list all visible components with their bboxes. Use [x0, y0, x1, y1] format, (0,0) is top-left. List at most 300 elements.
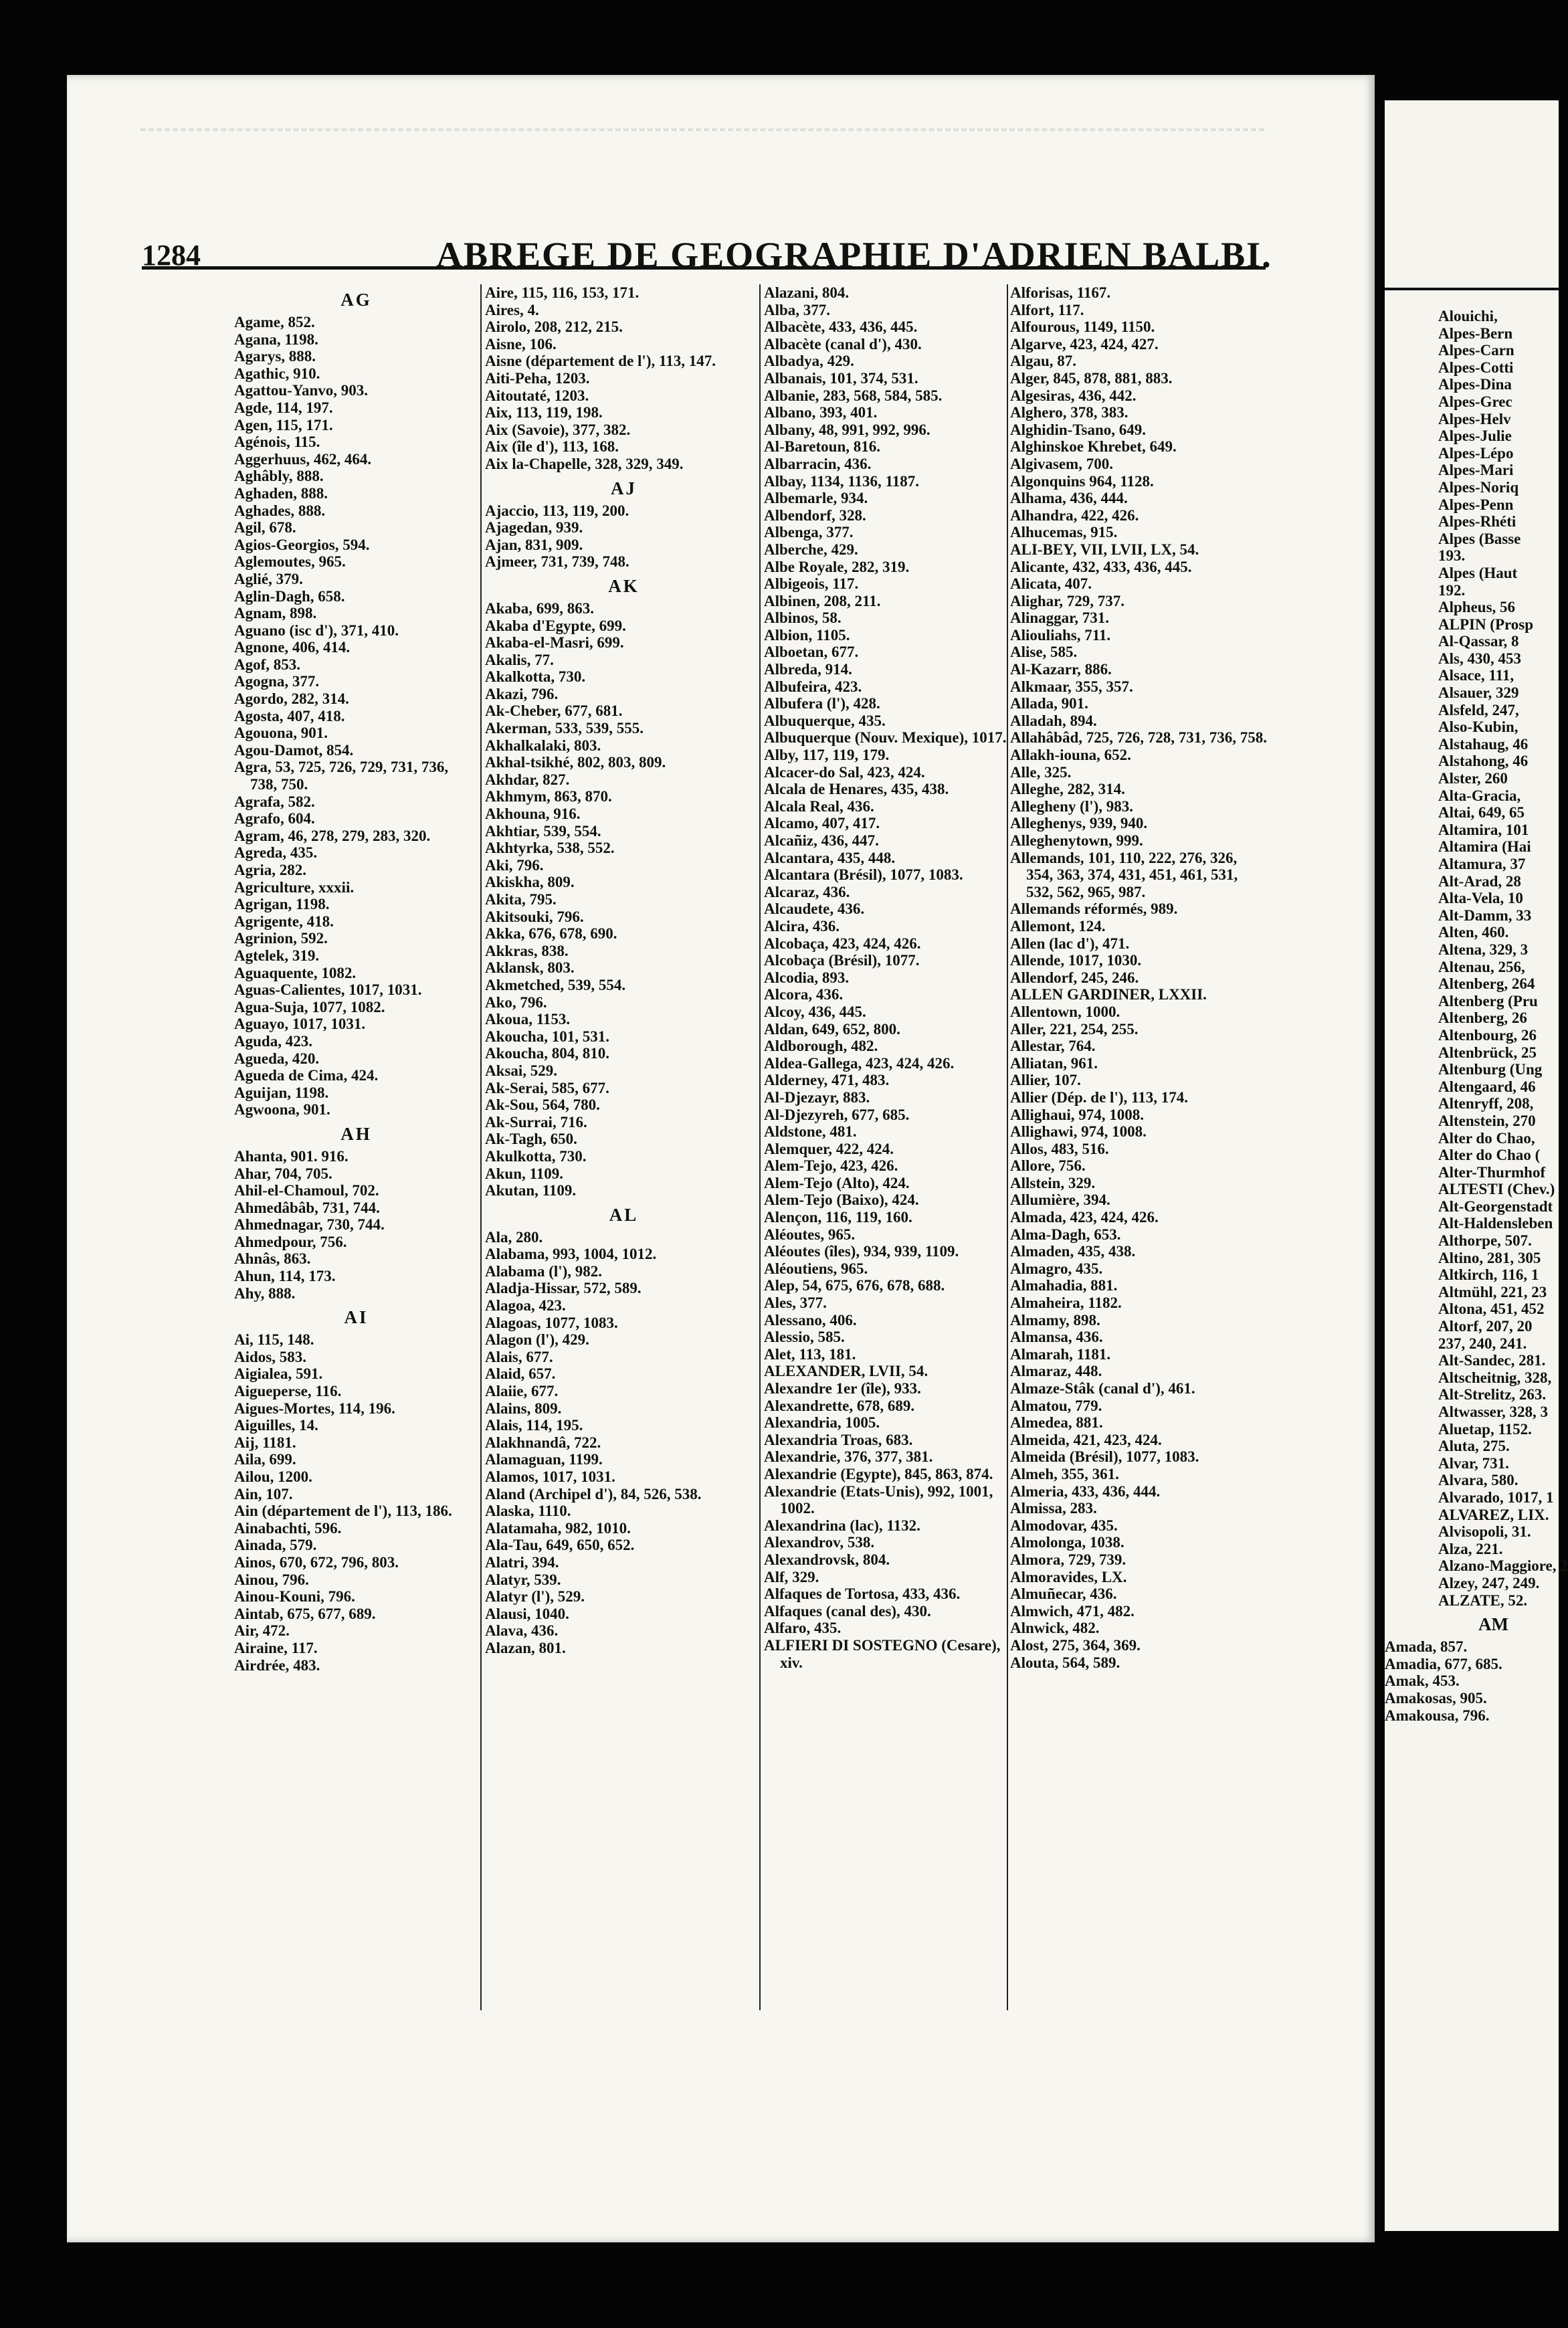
index-entry: Alpes-Noriq — [1438, 478, 1519, 496]
index-entry: Al-Kazarr, 886. — [1010, 661, 1112, 678]
index-entry: Alta-Gracia, — [1438, 787, 1521, 804]
index-entry: Aléoutiens, 965. — [764, 1260, 868, 1277]
index-entry: Ak-Tagh, 650. — [485, 1131, 577, 1148]
index-entry: Aki, 796. — [485, 856, 544, 874]
index-entry: Alby, 117, 119, 179. — [764, 747, 890, 764]
index-entry: Agénois, 115. — [234, 433, 320, 451]
index-entry: Agrinion, 592. — [234, 930, 328, 947]
index-entry: Alpes-Julie — [1438, 427, 1512, 445]
index-entry: Agria, 282. — [234, 862, 306, 878]
index-entry: Also-Kubin, — [1438, 718, 1518, 736]
index-entry: Ainou, 796. — [234, 1571, 309, 1588]
index-entry: Allendorf, 245, 246. — [1010, 969, 1139, 986]
index-entry: Altino, 281, 305 — [1438, 1249, 1541, 1266]
index-entry: Alabama, 993, 1004, 1012. — [485, 1246, 657, 1263]
index-entry: Allahâbâd, 725, 726, 728, 731, 736, 758. — [1010, 729, 1268, 747]
index-entry: Aléoutes (îles), 934, 939, 1109. — [764, 1243, 959, 1260]
index-entry: Almansa, 436. — [1010, 1329, 1103, 1346]
index-entry: Almeida, 421, 423, 424. — [1010, 1431, 1162, 1448]
index-entry: Ahil-el-Chamoul, 702. — [234, 1182, 379, 1199]
index-entry: Aglin-Dagh, 658. — [234, 587, 345, 605]
index-entry: Amadia, 677, 685. — [1385, 1655, 1502, 1672]
index-entry: Alstahong, 46 — [1438, 753, 1529, 770]
index-entry: Albuquerque (Nouv. Mexique), 1017. — [764, 729, 1007, 747]
index-entry: 193. — [1438, 547, 1466, 565]
index-entry: Al-Djezayr, 883. — [764, 1088, 870, 1106]
index-entry: Almodovar, 435. — [1010, 1517, 1118, 1534]
index-entry: Agde, 114, 197. — [234, 399, 333, 416]
index-entry: Aix, 113, 119, 198. — [485, 404, 603, 421]
index-entry: Akoucha, 804, 810. — [485, 1045, 609, 1062]
column-divider — [480, 284, 482, 2010]
index-entry: Alcodia, 893. — [764, 969, 850, 986]
index-entry: Alpes-Cotti — [1438, 359, 1514, 376]
index-entry: Alza, 221. — [1438, 1540, 1503, 1557]
index-entry: Almeida (Brésil), 1077, 1083. — [1010, 1448, 1199, 1466]
index-entry: Ainou-Kouni, 796. — [234, 1588, 355, 1606]
index-entry: Alinaggar, 731. — [1010, 609, 1110, 627]
index-entry: Alatyr, 539. — [485, 1571, 561, 1588]
index-entry: Amakosas, 905. — [1385, 1689, 1487, 1707]
index-entry: 237, 240, 241. — [1438, 1335, 1527, 1352]
index-entry: Aguayo, 1017, 1031. — [234, 1015, 366, 1033]
index-entry: Alpes-Lépo — [1438, 444, 1514, 462]
index-entry: Altkirch, 116, 1 — [1438, 1266, 1539, 1284]
index-entry: Ak-Cheber, 677, 681. — [485, 702, 623, 720]
index-entry: Altengaard, 46 — [1438, 1078, 1536, 1095]
index-entry: Aix (Savoie), 377, 382. — [485, 421, 631, 438]
index-entry: Akmetched, 539, 554. — [485, 976, 626, 993]
index-entry: Agou-Damot, 854. — [234, 741, 354, 759]
index-entry: Allier, 107. — [1010, 1072, 1081, 1089]
index-entry: Almagro, 435. — [1010, 1260, 1103, 1277]
index-entry: Aisne (département de l'), 113, 147. — [485, 353, 716, 370]
index-entry: Allemands, 101, 110, 222, 276, 326, 354, 363, 374, 431, 451, 461, 531, 532, 562, 965, 987. — [1010, 849, 1238, 900]
section-heading: AG — [340, 290, 372, 310]
index-entry: Agtelek, 319. — [234, 947, 320, 964]
index-entry: Ako, 796. — [485, 993, 547, 1011]
index-entry: Alberche, 429. — [764, 541, 858, 558]
index-entry: Altamura, 37 — [1438, 856, 1526, 872]
index-entry: Alençon, 116, 119, 160. — [764, 1209, 912, 1226]
index-entry: Alem-Tejo, 423, 426. — [764, 1157, 898, 1175]
index-entry: Akitsouki, 796. — [485, 908, 584, 925]
index-entry: Aland (Archipel d'), 84, 526, 538. — [485, 1485, 702, 1502]
page-title: ABREGE DE GEOGRAPHIE D'ADRIEN BALBI. — [436, 235, 1272, 275]
index-entry: Alvisopoli, 31. — [1438, 1523, 1531, 1541]
column-divider — [1007, 284, 1008, 2010]
index-entry: Alcobaça (Brésil), 1077. — [764, 952, 920, 969]
index-entry: Alabama (l'), 982. — [485, 1262, 603, 1280]
index-entry: Albarracin, 436. — [764, 455, 872, 472]
index-entry: Alten, 460. — [1438, 924, 1509, 941]
index-entry: Akhal-tsikhé, 802, 803, 809. — [485, 754, 666, 771]
index-entry: Alhandra, 422, 426. — [1010, 506, 1139, 524]
index-entry: Airolo, 208, 212, 215. — [485, 318, 623, 336]
index-entry: Akhmym, 863, 870. — [485, 788, 612, 805]
index-column-4 — [1010, 284, 1268, 2010]
index-entry: Alouta, 564, 589. — [1010, 1654, 1120, 1671]
index-entry: Alcaudete, 436. — [764, 900, 865, 918]
index-entry: Allen (lac d'), 471. — [1010, 935, 1130, 952]
index-entry: Alem-Tejo (Alto), 424. — [764, 1174, 910, 1191]
index-entry: Alhucemas, 915. — [1010, 524, 1118, 541]
index-entry: Alkmaar, 355, 357. — [1010, 678, 1133, 695]
index-entry: Alexandria, 1005. — [764, 1414, 880, 1432]
index-entry: Aluta, 275. — [1438, 1438, 1510, 1455]
index-entry: Aghâbly, 888. — [234, 468, 324, 485]
index-entry: Alexandrie (Etats-Unis), 992, 1001, 1002. — [764, 1482, 993, 1517]
index-entry: Alzey, 247, 249. — [1438, 1574, 1540, 1591]
index-entry: Agame, 852. — [234, 314, 315, 330]
index-entry: Alexandrina (lac), 1132. — [764, 1517, 920, 1534]
index-entry: Agnone, 406, 414. — [234, 639, 351, 656]
index-entry: Agordo, 282, 314. — [234, 690, 349, 708]
index-entry: Allighawi, 974, 1008. — [1010, 1123, 1147, 1141]
index-entry: Allumière, 394. — [1010, 1191, 1110, 1209]
index-entry: Algonquins 964, 1128. — [1010, 472, 1154, 490]
index-entry: Amakousa, 796. — [1385, 1707, 1490, 1724]
index-entry: Akhouna, 916. — [485, 805, 581, 823]
index-entry: Alladah, 894. — [1010, 712, 1097, 729]
index-entry: Alpes-Carn — [1438, 342, 1514, 359]
index-entry: Ahmednagar, 730, 744. — [234, 1216, 385, 1234]
index-entry: Air, 472. — [234, 1622, 290, 1640]
index-entry: Aglemoutes, 965. — [234, 553, 346, 571]
index-entry: Almuñecar, 436. — [1010, 1585, 1117, 1603]
index-entry: Aidos, 583. — [234, 1348, 306, 1365]
index-entry: Altorf, 207, 20 — [1438, 1318, 1533, 1335]
index-entry: Albreda, 914. — [764, 661, 852, 678]
index-entry: Akiskha, 809. — [485, 874, 575, 891]
index-entry: Altwasser, 328, 3 — [1438, 1403, 1548, 1420]
index-entry: Ala-Tau, 649, 650, 652. — [485, 1537, 635, 1554]
index-entry: Alicante, 432, 433, 436, 445. — [1010, 558, 1192, 575]
index-entry: Aix (île d'), 113, 168. — [485, 438, 619, 456]
index-entry: Allegheny (l'), 983. — [1010, 797, 1133, 815]
index-entry: Aguijan, 1198. — [234, 1084, 329, 1101]
index-entry: Alhama, 436, 444. — [1010, 490, 1128, 507]
right-header-rule — [1385, 288, 1559, 290]
index-entry: Alt-Strelitz, 263. — [1438, 1386, 1547, 1403]
index-entry: Altenberg, 26 — [1438, 1009, 1527, 1027]
header-rule — [142, 266, 1266, 270]
index-entry: Alexandria Troas, 683. — [764, 1431, 913, 1448]
index-entry: Albinen, 208, 211. — [764, 592, 881, 609]
index-entry: Agua-Suja, 1077, 1082. — [234, 998, 385, 1015]
index-entry: Allighaui, 974, 1008. — [1010, 1106, 1145, 1123]
index-entry: Albanais, 101, 374, 531. — [764, 369, 918, 387]
index-entry: Akalis, 77. — [485, 651, 554, 668]
section-heading: AI — [344, 1307, 369, 1328]
index-entry: Ak-Serai, 585, 677. — [485, 1079, 609, 1096]
index-entry: Ahar, 704, 705. — [234, 1165, 332, 1182]
index-entry: Aiguilles, 14. — [234, 1417, 318, 1434]
index-entry: Alcantara, 435, 448. — [764, 849, 896, 866]
index-entry: Altscheitnig, 328, — [1438, 1369, 1552, 1386]
index-entry: Alpheus, 56 — [1438, 599, 1516, 616]
right-index-column — [1385, 308, 1568, 2114]
index-entry: Alagon (l'), 429. — [485, 1331, 589, 1349]
index-entry: Akaba, 699, 863. — [485, 599, 594, 617]
index-entry: Almoravides, LX. — [1010, 1568, 1127, 1585]
index-entry: Altenstein, 270 — [1438, 1112, 1536, 1129]
index-entry: Aluetap, 1152. — [1438, 1420, 1532, 1438]
index-entry: Alf, 329. — [764, 1568, 819, 1585]
index-entry: Albion, 1105. — [764, 626, 850, 644]
index-entry: Akoua, 1153. — [485, 1011, 571, 1028]
index-entry: Alpes-Bern — [1438, 324, 1513, 342]
index-entry: Albuquerque, 435. — [764, 712, 886, 729]
index-entry: Albe Royale, 282, 319. — [764, 558, 910, 575]
index-entry: Albemarle, 934. — [764, 490, 868, 507]
index-entry: Alsace, 111, — [1438, 667, 1514, 684]
index-entry: Aghaden, 888. — [234, 484, 328, 502]
index-entry: Allemont, 124. — [1010, 917, 1106, 935]
index-entry: Aksai, 529. — [485, 1062, 557, 1079]
index-entry: Al-Djezyreh, 677, 685. — [764, 1106, 910, 1123]
index-entry: Altenberg, 264 — [1438, 975, 1535, 993]
index-entry: Aldstone, 481. — [764, 1123, 857, 1141]
index-entry: Alghero, 378, 383. — [1010, 404, 1129, 421]
index-entry: Agreda, 435. — [234, 844, 318, 862]
index-entry: Alt-Georgenstadt — [1438, 1197, 1553, 1215]
index-entry: Allstein, 329. — [1010, 1174, 1096, 1191]
index-entry: Ales, 377. — [764, 1294, 827, 1312]
index-entry: Alamos, 1017, 1031. — [485, 1468, 615, 1485]
section-heading: AK — [608, 575, 640, 596]
index-entry: Alicata, 407. — [1010, 575, 1092, 593]
index-entry: Akita, 795. — [485, 891, 557, 908]
index-entry: Allier (Dép. de l'), 113, 174. — [1010, 1088, 1188, 1106]
index-entry: Agogna, 377. — [234, 673, 320, 690]
index-entry: Alais, 677. — [485, 1348, 553, 1365]
index-entry: Aléoutes, 965. — [764, 1226, 856, 1243]
index-entry: Almolonga, 1038. — [1010, 1534, 1124, 1551]
index-entry: Aggerhuus, 462, 464. — [234, 450, 372, 468]
index-entry: Alost, 275, 364, 369. — [1010, 1636, 1141, 1654]
index-entry: Almwich, 471, 482. — [1010, 1602, 1135, 1620]
index-entry: Airdrée, 483. — [234, 1656, 320, 1674]
index-entry: Altenburg (Ung — [1438, 1061, 1543, 1078]
index-entry: Ahnâs, 863. — [234, 1250, 311, 1268]
index-entry: Alcala de Henares, 435, 438. — [764, 781, 949, 798]
index-entry: Alpes-Helv — [1438, 410, 1511, 427]
index-entry: Ahmedpour, 756. — [234, 1233, 347, 1250]
index-entry: Akaba d'Egypte, 699. — [485, 617, 626, 634]
index-entry: Amak, 453. — [1385, 1672, 1460, 1690]
index-entry: Alcora, 436. — [764, 986, 844, 1003]
index-entry: ALI-BEY, VII, LVII, LX, 54. — [1010, 541, 1199, 558]
index-entry: Aller, 221, 254, 255. — [1010, 1020, 1139, 1038]
index-entry: Alise, 585. — [1010, 644, 1078, 661]
index-entry: Almaden, 435, 438. — [1010, 1243, 1136, 1260]
index-entry: Agathic, 910. — [234, 365, 320, 382]
index-entry: Alter-Thurmhof — [1438, 1163, 1546, 1181]
index-entry: Alsauer, 329 — [1438, 684, 1519, 702]
index-entry: Altena, 329, 3 — [1438, 941, 1529, 958]
index-entry: Alep, 54, 675, 676, 678, 688. — [764, 1277, 945, 1294]
index-entry: Ala, 280. — [485, 1228, 543, 1246]
index-entry: Agof, 853. — [234, 656, 301, 673]
index-entry: Alzano-Maggiore, 2 — [1438, 1557, 1568, 1575]
index-entry: Alem-Tejo (Baixo), 424. — [764, 1191, 919, 1209]
index-entry: ALZATE, 52. — [1438, 1591, 1528, 1609]
index-entry: Alazani, 804. — [764, 284, 850, 301]
index-entry: Alster, 260 — [1438, 770, 1508, 787]
index-entry: Aigueperse, 116. — [234, 1383, 342, 1400]
index-entry: Alava, 436. — [485, 1622, 559, 1640]
index-entry: Aguda, 423. — [234, 1032, 312, 1050]
index-entry: Algivasem, 700. — [1010, 455, 1113, 472]
index-entry: Alghinskoe Khrebet, 649. — [1010, 438, 1177, 456]
index-entry: Almeria, 433, 436, 444. — [1010, 1482, 1161, 1500]
index-entry: Agattou-Yanvo, 903. — [234, 382, 368, 399]
index-entry: Albufeira, 423. — [764, 678, 862, 695]
index-entry: Alnwick, 482. — [1010, 1620, 1100, 1637]
index-entry: Alpes-Rhéti — [1438, 513, 1516, 530]
index-entry: Albanie, 283, 568, 584, 585. — [764, 387, 943, 404]
index-entry: Alatyr (l'), 529. — [485, 1588, 585, 1606]
index-entry: Alle, 325. — [1010, 763, 1072, 781]
index-entry: Ajagedan, 939. — [485, 519, 583, 537]
index-entry: Albacète (canal d'), 430. — [764, 335, 922, 353]
index-entry: Agarys, 888. — [234, 348, 316, 365]
index-entry: Allos, 483, 516. — [1010, 1140, 1109, 1157]
index-entry: Aiti-Peha, 1203. — [485, 369, 590, 387]
index-entry: Alleghenytown, 999. — [1010, 832, 1143, 849]
index-entry: Akulkotta, 730. — [485, 1147, 587, 1165]
index-entry: Alpes-Dina — [1438, 376, 1512, 393]
index-entry: Altamira (Hai — [1438, 838, 1531, 856]
index-entry: Altenbrück, 25 — [1438, 1044, 1537, 1061]
index-entry: Akalkotta, 730. — [485, 668, 586, 686]
index-entry: Ainabachti, 596. — [234, 1519, 342, 1537]
index-entry: Alfaques de Tortosa, 433, 436. — [764, 1585, 961, 1603]
index-entry: Almaze-Stâk (canal d'), 461. — [1010, 1380, 1195, 1397]
index-entry: Alemquer, 422, 424. — [764, 1140, 894, 1157]
index-entry: ALVAREZ, LIX. — [1438, 1506, 1549, 1523]
index-entry: Alboetan, 677. — [764, 644, 859, 661]
index-entry: Alouichi, — [1438, 308, 1498, 324]
index-entry: Alforisas, 1167. — [1010, 284, 1111, 301]
page-number: 1284 — [142, 239, 201, 272]
section-heading: AJ — [611, 478, 637, 498]
index-entry: Aliouliahs, 711. — [1010, 626, 1111, 644]
section-heading: AM — [1478, 1614, 1508, 1635]
index-entry: Agnam, 898. — [234, 605, 317, 622]
index-entry: Alta-Vela, 10 — [1438, 890, 1523, 907]
index-entry: Alais, 114, 195. — [485, 1417, 583, 1434]
index-entry: Agueda, 420. — [234, 1050, 320, 1067]
index-entry: Ak-Sou, 564, 780. — [485, 1096, 600, 1114]
index-entry: Alcala Real, 436. — [764, 797, 874, 815]
index-entry: ALFIERI DI SOSTEGNO (Cesare), xiv. — [764, 1636, 1001, 1671]
column-divider — [759, 284, 761, 2010]
index-entry: Albany, 48, 991, 992, 996. — [764, 421, 930, 438]
index-entry: Alpes-Mari — [1438, 462, 1514, 479]
index-entry: Aldan, 649, 652, 800. — [764, 1020, 900, 1038]
index-entry: Agana, 1198. — [234, 330, 318, 348]
index-entry: Ajaccio, 113, 119, 200. — [485, 502, 629, 519]
index-entry: Aguano (isc d'), 371, 410. — [234, 621, 399, 639]
index-entry: Aldea-Gallega, 423, 424, 426. — [764, 1054, 955, 1072]
index-entry: Alcacer-do Sal, 423, 424. — [764, 763, 925, 781]
index-entry: Alighar, 729, 737. — [1010, 592, 1125, 609]
index-entry: Alvar, 731. — [1438, 1454, 1509, 1472]
index-entry: Alexandrovsk, 804. — [764, 1551, 890, 1568]
index-entry: Allada, 901. — [1010, 695, 1088, 712]
index-entry: Alamaguan, 1199. — [485, 1451, 603, 1468]
index-entry: Aintab, 675, 677, 689. — [234, 1605, 376, 1622]
section-heading: AH — [340, 1123, 372, 1144]
index-entry: Alter do Chao ( — [1438, 1147, 1541, 1164]
index-entry: Aigialea, 591. — [234, 1365, 323, 1383]
index-entry: Agriculture, xxxii. — [234, 878, 355, 896]
index-entry: Alt-Sandec, 281. — [1438, 1352, 1546, 1369]
index-entry: Altai, 649, 65 — [1438, 804, 1525, 821]
index-entry: Alt-Haldensleben — [1438, 1215, 1553, 1232]
index-entry: Alt-Arad, 28 — [1438, 872, 1521, 890]
index-entry: Akoucha, 101, 531. — [485, 1028, 609, 1045]
right-page — [1385, 100, 1568, 2231]
index-entry: Alessano, 406. — [764, 1311, 857, 1329]
index-entry: Alatri, 394. — [485, 1553, 559, 1571]
index-entry: Aila, 699. — [234, 1451, 296, 1468]
index-entry: Albadya, 429. — [764, 353, 854, 370]
index-entry: Aij, 1181. — [234, 1434, 296, 1451]
index-entry: Almedea, 881. — [1010, 1414, 1103, 1432]
index-entry: Aix la-Chapelle, 328, 329, 349. — [485, 455, 684, 472]
index-entry: Allentown, 1000. — [1010, 1003, 1120, 1020]
index-entry: Allende, 1017, 1030. — [1010, 952, 1142, 969]
index-entry: Aglié, 379. — [234, 570, 303, 587]
index-entry: Ahanta, 901. 916. — [234, 1147, 349, 1165]
index-entry: Alpes (Haut — [1438, 564, 1518, 581]
index-entry: Akkras, 838. — [485, 942, 569, 959]
index-entry: Alakhnandâ, 722. — [485, 1434, 601, 1451]
index-entry: Alcantara (Brésil), 1077, 1083. — [764, 866, 963, 884]
index-entry: ALPIN (Prosp — [1438, 615, 1534, 633]
index-entry: Alagoa, 423. — [485, 1297, 566, 1315]
index-entry: Ainos, 670, 672, 796, 803. — [234, 1553, 399, 1571]
index-entry: Alazan, 801. — [485, 1639, 566, 1656]
index-entry: Almaraz, 448. — [1010, 1363, 1102, 1380]
index-entry: Ai, 115, 148. — [234, 1331, 314, 1349]
index-entry: Agwoona, 901. — [234, 1101, 330, 1119]
index-entry: Almada, 423, 424, 426. — [1010, 1209, 1159, 1226]
index-entry: Ak-Surrai, 716. — [485, 1113, 587, 1131]
index-entry: Aguas-Calientes, 1017, 1031. — [234, 981, 422, 999]
index-entry: Aigues-Mortes, 114, 196. — [234, 1399, 395, 1417]
index-entry: Albay, 1134, 1136, 1187. — [764, 472, 919, 490]
index-entry: Akaba-el-Masri, 699. — [485, 634, 624, 652]
index-entry: Akazi, 796. — [485, 685, 559, 702]
index-entry: Alausi, 1040. — [485, 1605, 569, 1622]
section-heading: AL — [609, 1204, 639, 1225]
index-entry: Akerman, 533, 539, 555. — [485, 720, 644, 737]
index-entry: Agueda de Cima, 424. — [234, 1067, 379, 1084]
index-entry: Alcaraz, 436. — [764, 883, 850, 900]
index-entry: Albigeois, 117. — [764, 575, 859, 593]
index-entry: Allestar, 764. — [1010, 1038, 1096, 1055]
index-entry: Alfaro, 435. — [764, 1620, 842, 1637]
index-entry: Albano, 393, 401. — [764, 404, 878, 421]
index-entry: Almora, 729, 739. — [1010, 1551, 1126, 1568]
index-entry: Altenryff, 208, — [1438, 1095, 1534, 1112]
index-entry: Altamira, 101 — [1438, 821, 1529, 838]
index-entry: Alleghenys, 939, 940. — [1010, 815, 1148, 832]
